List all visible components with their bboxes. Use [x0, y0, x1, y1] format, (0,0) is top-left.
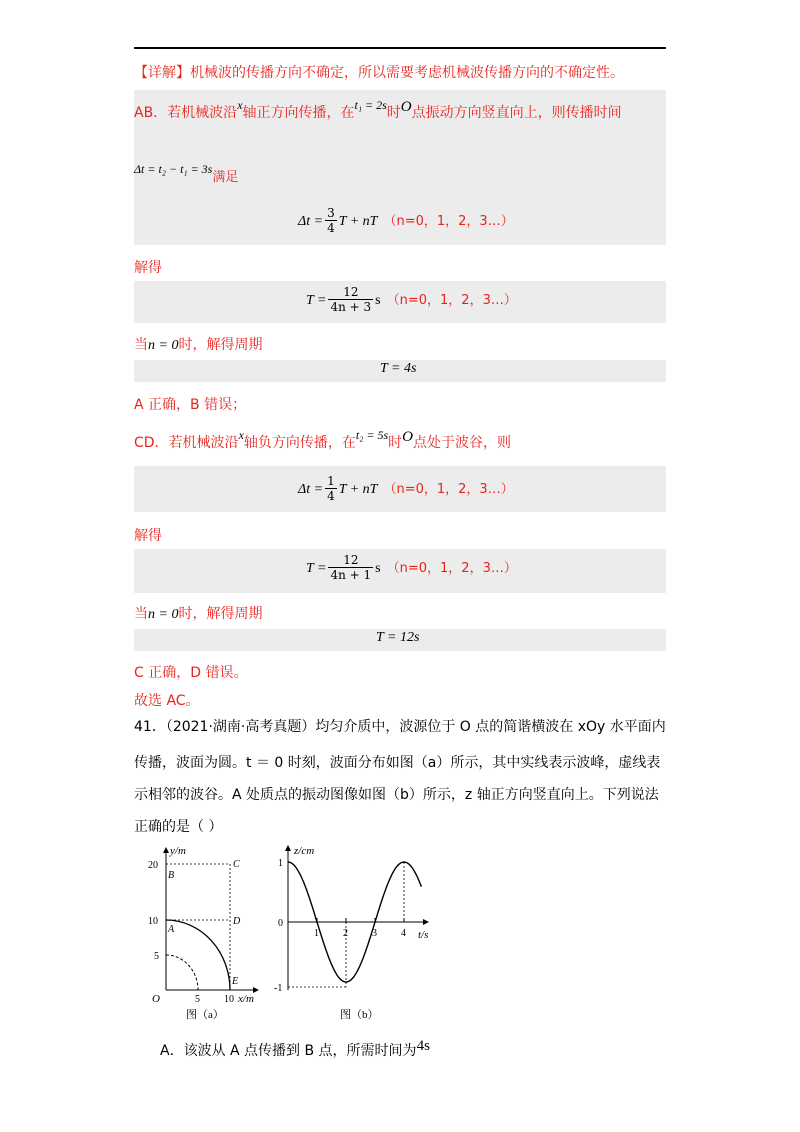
t-tick: 4	[401, 928, 406, 939]
question-line-2: 传播，波面为圆。t ＝ 0 时刻，波面分布如图（a）所示，其中实线表示波峰，虚线表	[134, 755, 661, 771]
y-tick: 10	[148, 916, 158, 927]
y-tick: 5	[154, 951, 159, 962]
cd-solve-label: 解得	[134, 528, 162, 544]
ab-equation-2: T = $\frac{12}{4n + 3}$ s （n=0，1，2，3…）	[306, 285, 517, 314]
z-tick: 0	[278, 918, 283, 929]
figure-a	[140, 842, 270, 1022]
cd-period: T = 12s	[376, 630, 420, 645]
t-tick: 1	[314, 928, 319, 939]
x-tick: 10	[224, 994, 234, 1005]
option-a[interactable]: A．该波从 A 点传播到 B 点，所需时间为4s	[160, 1038, 430, 1059]
ab-conclusion: A 正确，B 错误；	[134, 397, 247, 413]
question-line-4: 正确的是（ ）	[134, 819, 223, 835]
point-b-label: B	[168, 870, 175, 881]
fraction: $\frac{3}{4}$	[327, 206, 335, 235]
point-e-label: E	[232, 976, 239, 987]
cd-condition-line: CD．若机械波沿x轴负方向传播，在t₂ = 5s时O点处于波谷，则	[134, 428, 512, 451]
t-tick: 2	[343, 928, 348, 939]
x-tick: 5	[195, 994, 200, 1005]
ab-when-n0: 当n = 0时，解得周期	[134, 337, 263, 353]
cd-equation-2: T = $\frac{12}{4n + 1}$ s （n=0，1，2，3…）	[306, 553, 517, 582]
z-axis-label: z/cm	[294, 845, 315, 857]
wave-trough-arc	[166, 955, 198, 990]
cd-conclusion: C 正确，D 错误。	[134, 665, 248, 681]
answer-line: 故选 AC。	[134, 693, 200, 709]
figure-b-caption: 图（b）	[340, 1009, 379, 1021]
figure-b	[272, 842, 442, 1022]
ab-equation-1: Δt = $\frac{3}{4}$ T + nT （n=0，1，2，3…）	[298, 206, 514, 235]
t-tick: 3	[372, 928, 377, 939]
ab-solve-label: 解得	[134, 260, 162, 276]
ab-dt-line: $\Delta t = t_2 - t_1 = 3s_{满足}$	[134, 162, 239, 185]
cd-when-n0: 当n = 0时，解得周期	[134, 606, 263, 622]
point-d-label: D	[233, 916, 241, 927]
header-rule	[134, 47, 666, 49]
y-axis-label: y/m	[170, 845, 186, 857]
z-tick: -1	[274, 983, 283, 994]
question-line-1: 41．（2021·湖南·高考真题）均匀介质中，波源位于 O 点的简谐横波在 xOy 水平面内	[134, 719, 666, 735]
figure-a-caption: 图（a）	[186, 1009, 224, 1021]
point-c-label: C	[233, 859, 240, 870]
cd-equation-1: Δt = $\frac{1}{4}$ T + nT （n=0，1，2，3…）	[298, 474, 514, 503]
wave-crest-arc	[166, 920, 230, 990]
x-axis-label: x/m	[238, 993, 254, 1005]
y-tick: 20	[148, 860, 158, 871]
ab-period: T = 4s	[380, 361, 417, 376]
ab-condition-line: AB．若机械波沿x轴正方向传播，在t₁ = 2s时O点振动方向竖直向上，则传播时间	[134, 98, 622, 121]
explanation-heading: 【详解】	[134, 65, 190, 81]
question-line-3: 示相邻的波谷。A 处质点的振动图像如图（b）所示，z 轴正方向竖直向上。下列说法	[134, 787, 659, 803]
point-a-label: A	[168, 924, 175, 935]
explanation-intro: 【详解】机械波的传播方向不确定，所以需要考虑机械波传播方向的不确定性。	[134, 65, 624, 81]
origin-label: O	[152, 993, 160, 1005]
z-tick: 1	[278, 858, 283, 869]
t-axis-label: t/s	[418, 929, 429, 941]
